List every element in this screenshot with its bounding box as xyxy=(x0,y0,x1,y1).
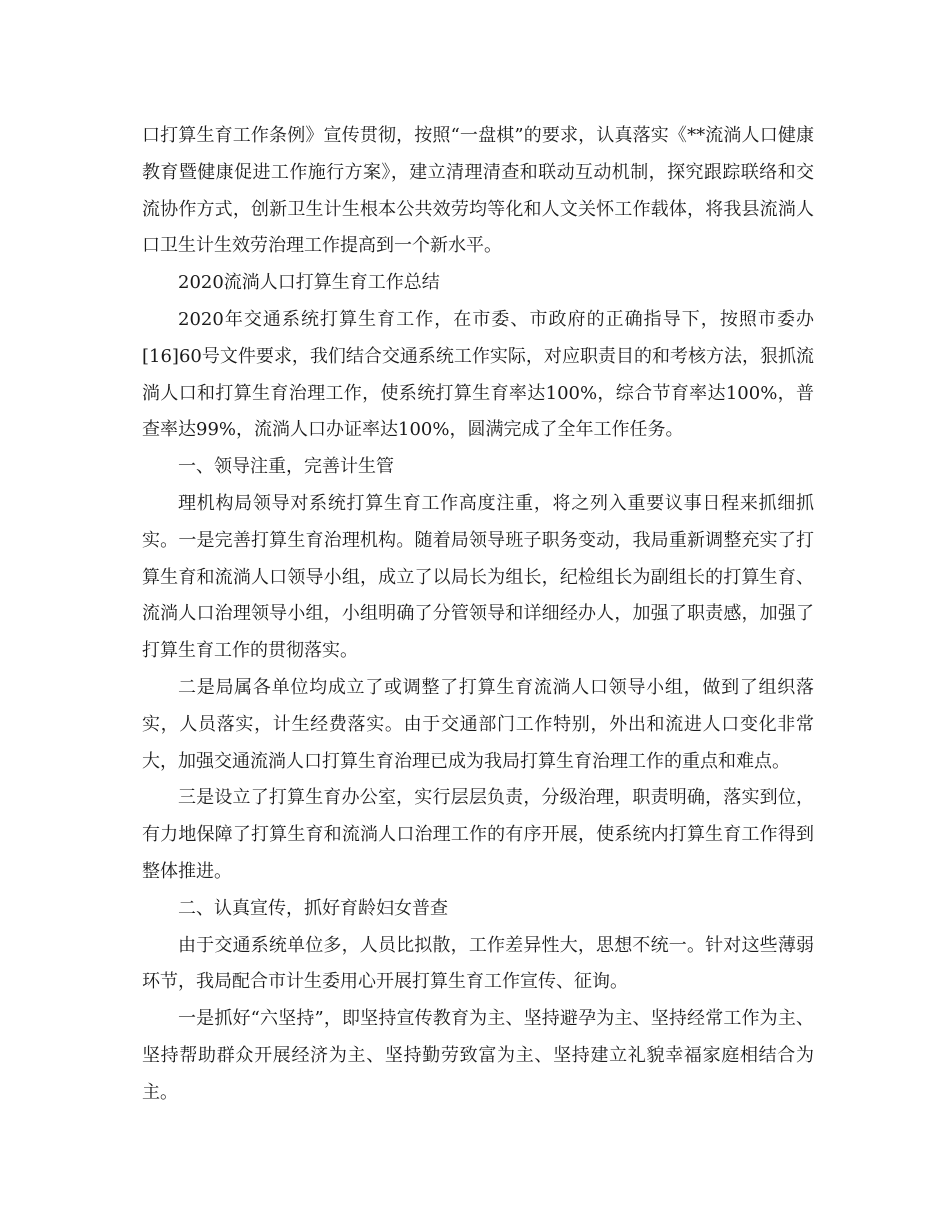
document-title: 2020流淌人口打算生育工作总结 xyxy=(178,272,440,294)
paragraph-six-persistences: 一是抓好“六坚持”，即坚持宣传教育为主、坚持避孕为主、坚持经常工作为主、坚持帮助群众开展经济为主、坚持勤劳致富为主、坚持建立礼貌幸福家庭相结合为主。 xyxy=(142,1008,814,1103)
paragraph-publicity: 由于交通系统单位多，人员比拟散，工作差异性大，思想不统一。针对这些薄弱环节，我局配合市计生委用心开展打算生育工作宣传、征询。 xyxy=(142,934,814,993)
paragraph-second-point: 二是局属各单位均成立了或调整了打算生育流淌人口领导小组，做到了组织落实，人员落实，计生经费落实。由于交通部门工作特别，外出和流进人口变化非常大，加强交通流淌人口打算生育治理已成为我局打算生育治理工作的重点和难点。 xyxy=(142,676,814,772)
paragraph-third-point: 三是设立了打算生育办公室，实行层层负责，分级治理，职责明确，落实到位，有力地保障了打算生育和流淌人口治理工作的有序开展，使系统内打算生育工作得到整体推进。 xyxy=(142,787,814,882)
paragraph-summary: 2020年交通系统打算生育工作，在市委、市政府的正确指导下，按照市委办[16]60号文件要求，我们结合交通系统工作实际，对应职责目的和考核方法，狠抓流淌人口和打算生育治理工作，使系统打算生育率达100%，综合节育率达100%，普查率达99%，流淌人口办证率达100%，圆满完成了全年工作任务。 xyxy=(142,308,814,441)
section-heading-1: 一、领导注重，完善计生管 xyxy=(178,456,394,478)
paragraph-organization: 理机构局领导对系统打算生育工作高度注重，将之列入重要议事日程来抓细抓实。一是完善打算生育治理机构。随着局领导班子职务变动，我局重新调整充实了打算生育和流淌人口领导小组，成立了以局长为组长，纪检组长为副组长的打算生育、流淌人口治理领导小组，小组明确了分管领导和详细经办人，加强了职责感，加强了打算生育工作的贯彻落实。 xyxy=(142,492,814,662)
paragraph-continued-intro: 口打算生育工作条例》宣传贯彻，按照“一盘棋”的要求，认真落实《**流淌人口健康教育暨健康促进工作施行方案》，建立清理清查和联动互动机制，探究跟踪联络和交流协作方式，创新卫生计生根本公共效劳均等化和人文关怀工作载体，将我县流淌人口卫生计生效劳治理工作提高到一个新水平。 xyxy=(142,125,814,257)
section-heading-2: 二、认真宣传，抓好育龄妇女普查 xyxy=(178,897,448,919)
document-page xyxy=(142,118,814,1112)
